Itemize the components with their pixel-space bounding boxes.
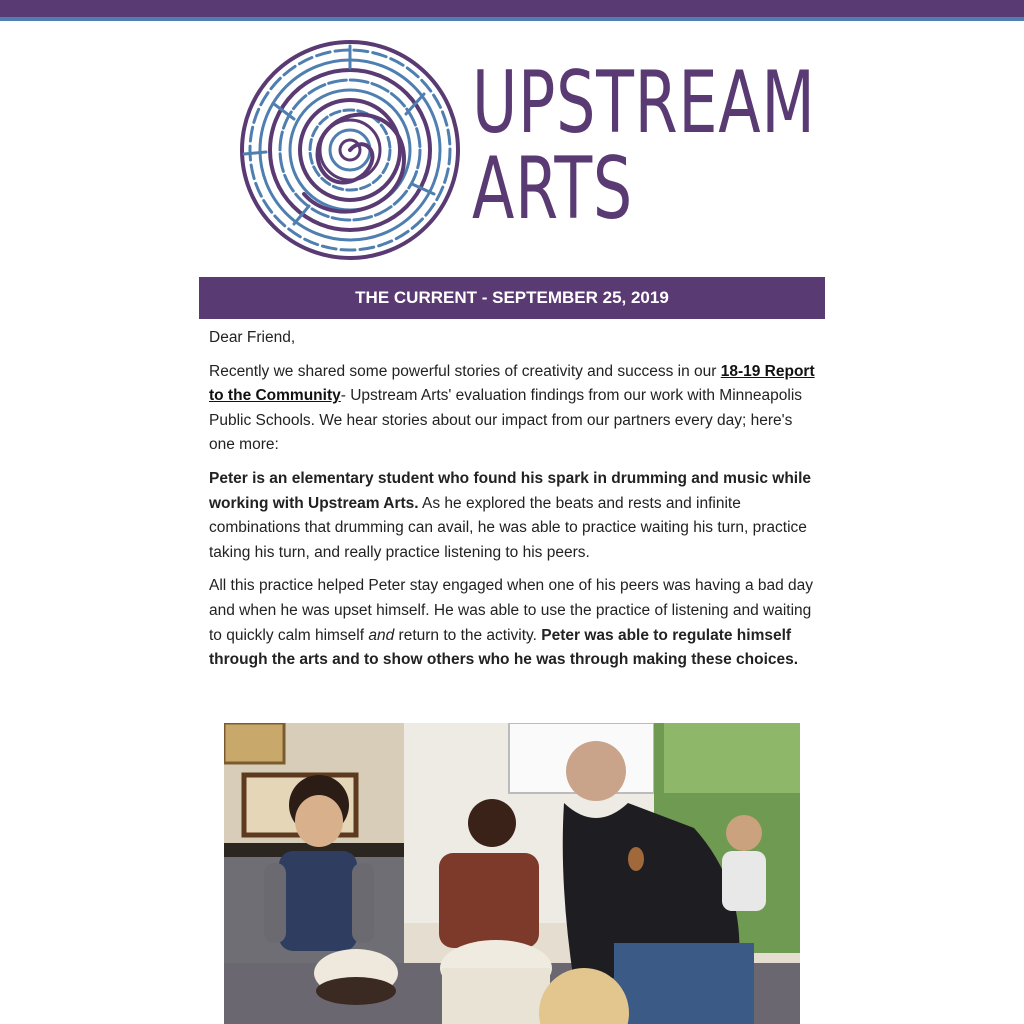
- paragraph-practice-italic: and: [368, 626, 395, 644]
- newsletter-title: THE CURRENT - SEPTEMBER 25, 2019: [355, 288, 669, 307]
- paragraph-practice-mid: return to the activity.: [394, 626, 542, 644]
- paragraph-report: [209, 360, 819, 458]
- greeting: Dear Friend,: [209, 329, 296, 346]
- spiral-logo-icon: [234, 34, 466, 266]
- top-bar-accent-line: [0, 17, 1024, 21]
- paragraph-report-start: Recently we shared some powerful stories of creativity and success in our: [209, 362, 721, 380]
- drumming-class-photo[interactable]: [224, 723, 800, 1024]
- newsletter-title-banner: [199, 277, 825, 319]
- upstream-arts-logo[interactable]: [234, 34, 816, 266]
- paragraph-practice: [209, 574, 819, 672]
- paragraph-practice-start: All this practice helped Peter stay engaged when one of his peers was having a bad day and when he was upset himself. He was able to use the practice of listening and waiting to quickly calm himself: [209, 577, 814, 644]
- photo-illustration: [224, 723, 800, 1024]
- paragraph-peter: [209, 467, 819, 565]
- logo-text-arts: ARTS: [472, 139, 633, 239]
- letter-body: [209, 326, 819, 682]
- paragraph-report-end: - Upstream Arts' evaluation findings from our work with Minneapolis Public Schools. We hear stories about our impact from our partners every day; here's one more:: [209, 387, 803, 454]
- top-bar: [0, 0, 1024, 17]
- paragraph-practice-bold: Peter was able to regulate himself through the arts and to show others who he was through making these choices.: [209, 626, 799, 669]
- paragraph-peter-bold: Peter is an elementary student who found his spark in drumming and music while working with Upstream Arts.: [209, 469, 812, 512]
- paragraph-peter-rest: As he explored the beats and rests and infinite combinations that drumming can avail, he was able to practice waiting his turn, practice taking his turn, and really practice listening to his peers.: [209, 494, 807, 561]
- report-to-community-link[interactable]: 18-19 Report to the Community: [209, 362, 815, 405]
- logo-text-upstream: UPSTREAM: [472, 53, 816, 153]
- logo-wordmark: [472, 34, 816, 239]
